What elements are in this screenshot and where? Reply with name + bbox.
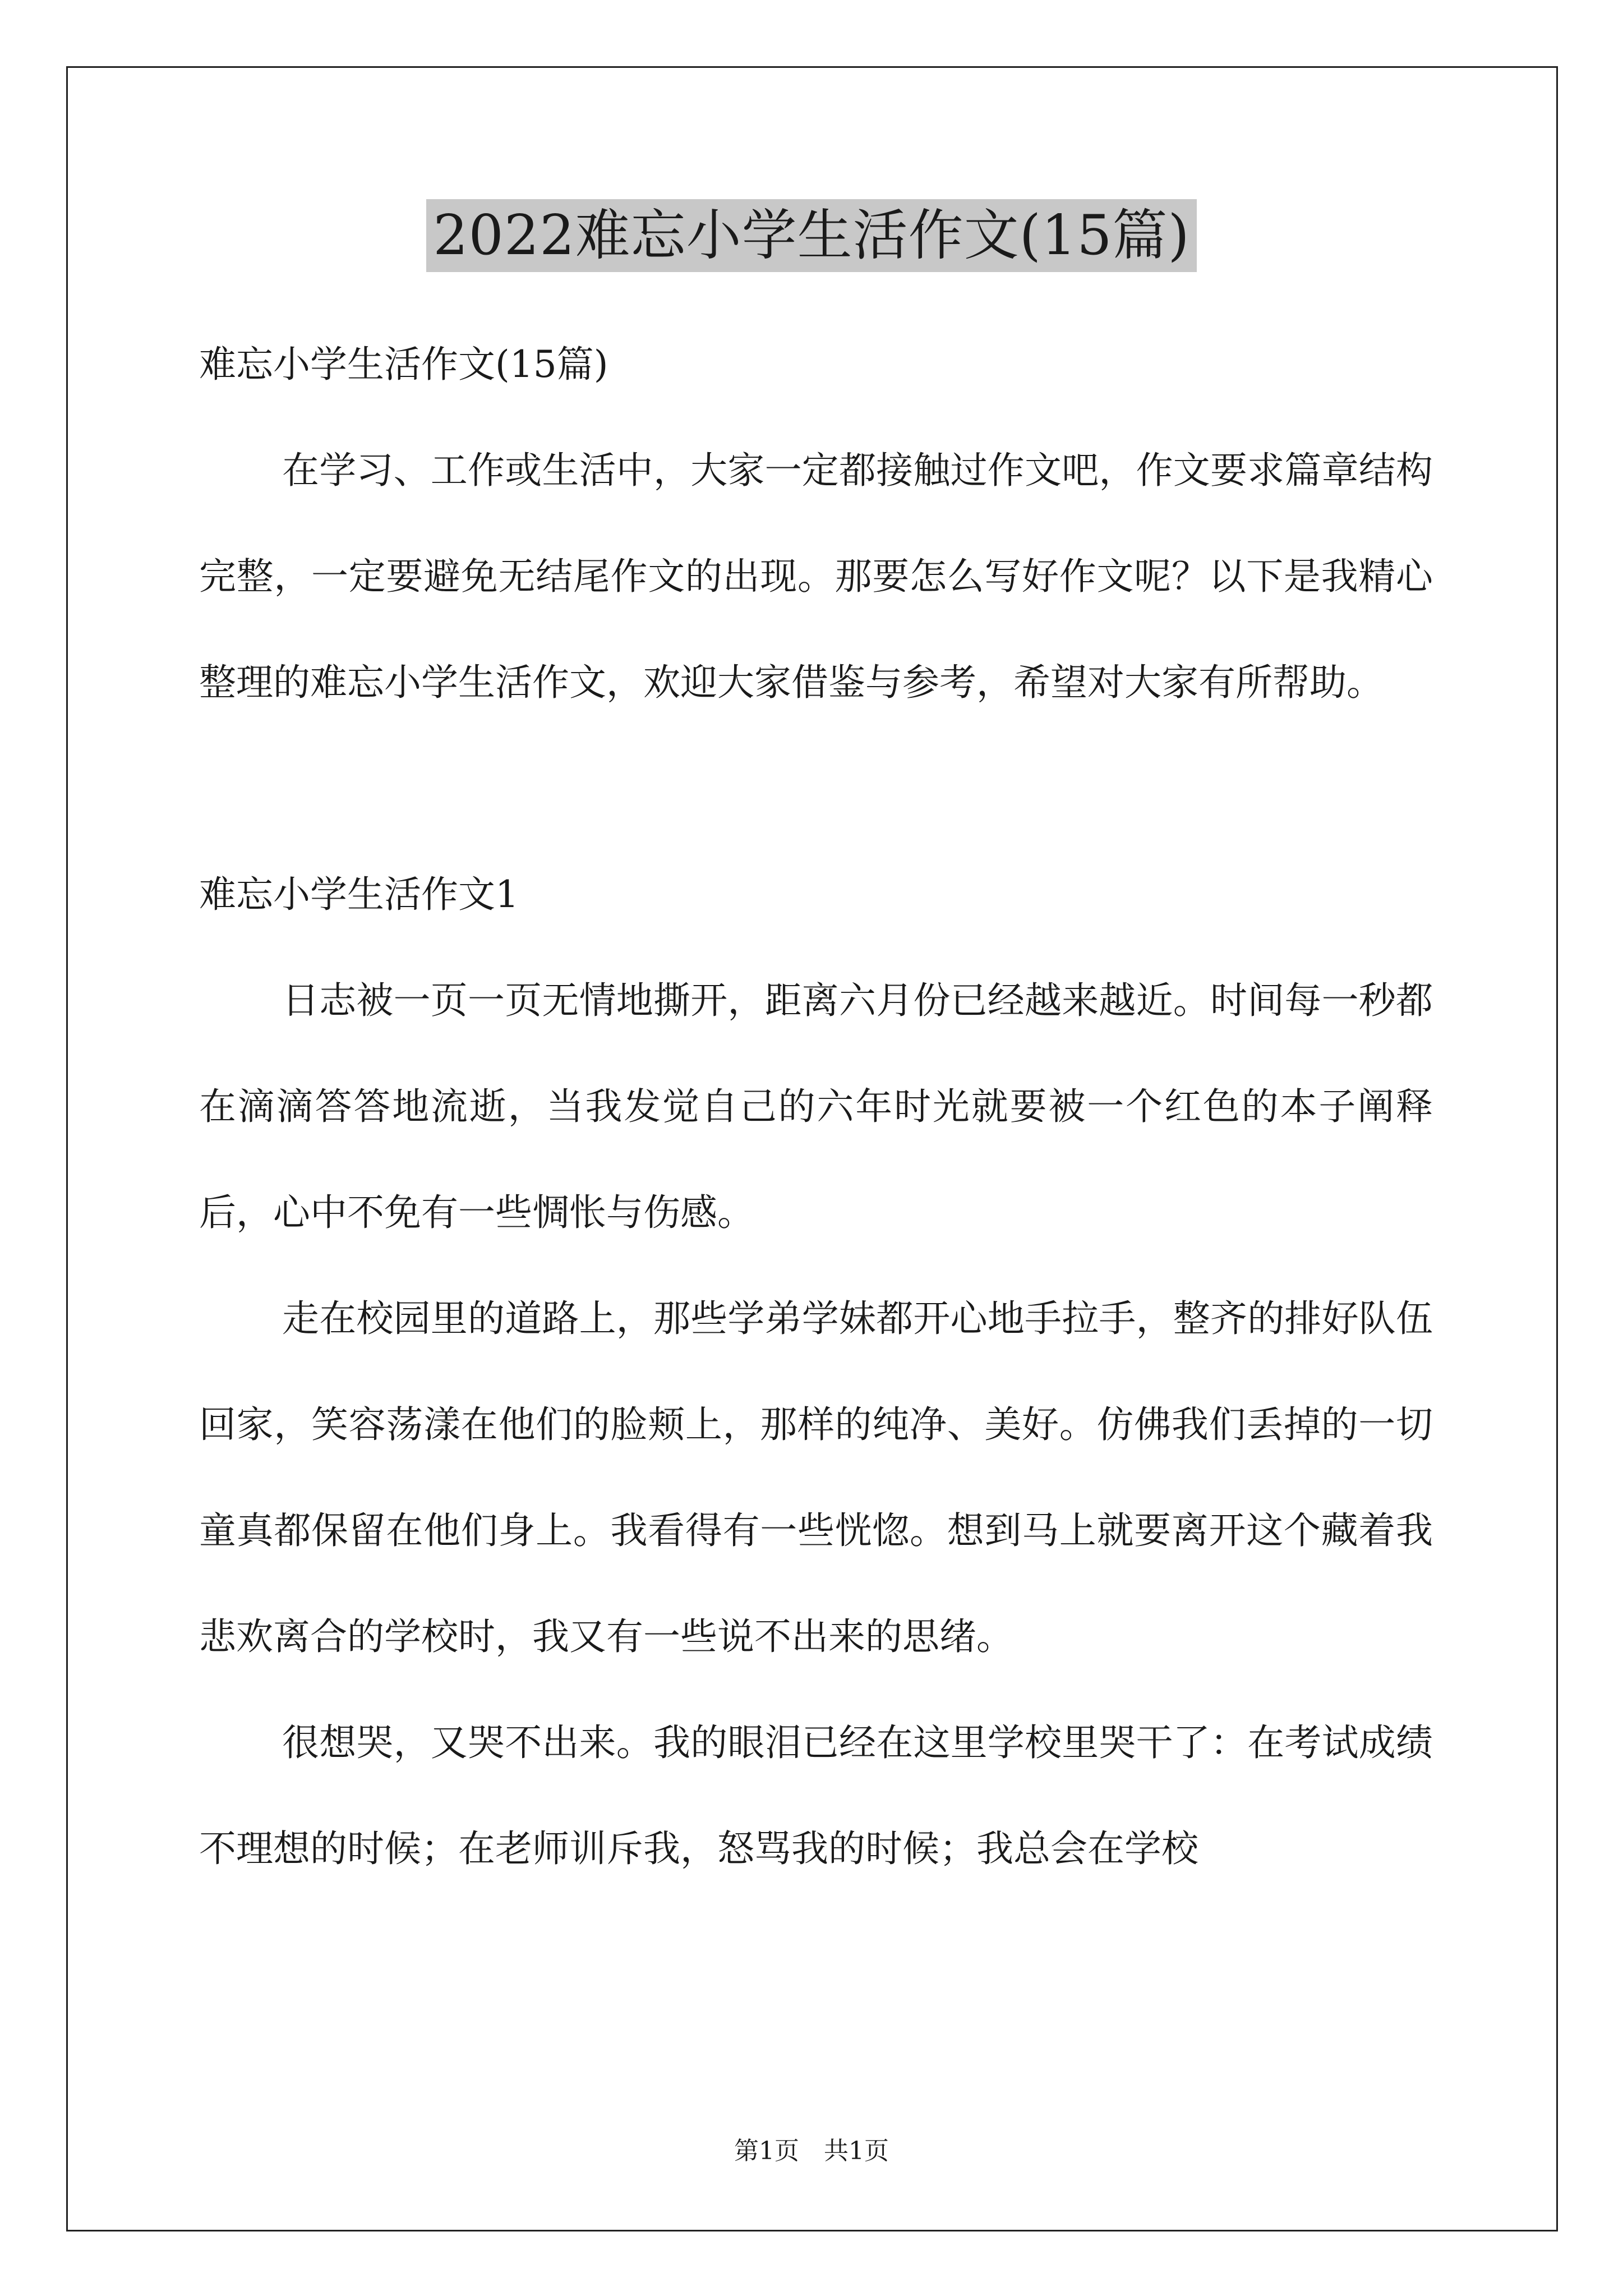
document-body (199, 311, 1433, 1902)
body-paragraph: 日志被一页一页无情地撕开，距离六月份已经越来越近。时间每一秒都在滴滴答答地流逝，当我发觉自己的六年时光就要被一个红色的本子阐释后，心中不免有一些惆怅与伤感。 (199, 979, 1433, 1234)
body-paragraph: 走在校园里的道路上，那些学弟学妹都开心地手拉手，整齐的排好队伍回家，笑容荡漾在他们的脸颊上，那样的纯净、美好。仿佛我们丢掉的一切童真都保留在他们身上。我看得有一些恍惚。想到马上就要离开这个藏着我悲欢离合的学校时，我又有一些说不出来的思绪。 (199, 1297, 1433, 1658)
document-title: 2022难忘小学生活作文(15篇) (426, 199, 1197, 272)
section-spacer (199, 735, 1433, 841)
title-container (0, 199, 1623, 272)
intro-paragraph: 在学习、工作或生活中，大家一定都接触过作文吧，作文要求篇章结构完整，一定要避免无结尾作文的出现。那要怎么写好作文呢？以下是我精心整理的难忘小学生活作文，欢迎大家借鉴与参考，希望对大家有所帮助。 (199, 449, 1433, 704)
section-heading: 难忘小学生活作文1 (199, 873, 519, 916)
subtitle: 难忘小学生活作文(15篇) (199, 343, 608, 386)
page-footer: 第1页 共1页 (734, 2137, 889, 2165)
body-paragraph: 很想哭，又哭不出来。我的眼泪已经在这里学校里哭干了：在考试成绩不理想的时候；在老师训斥我，怒骂我的时候；我总会在学校 (199, 1721, 1433, 1870)
